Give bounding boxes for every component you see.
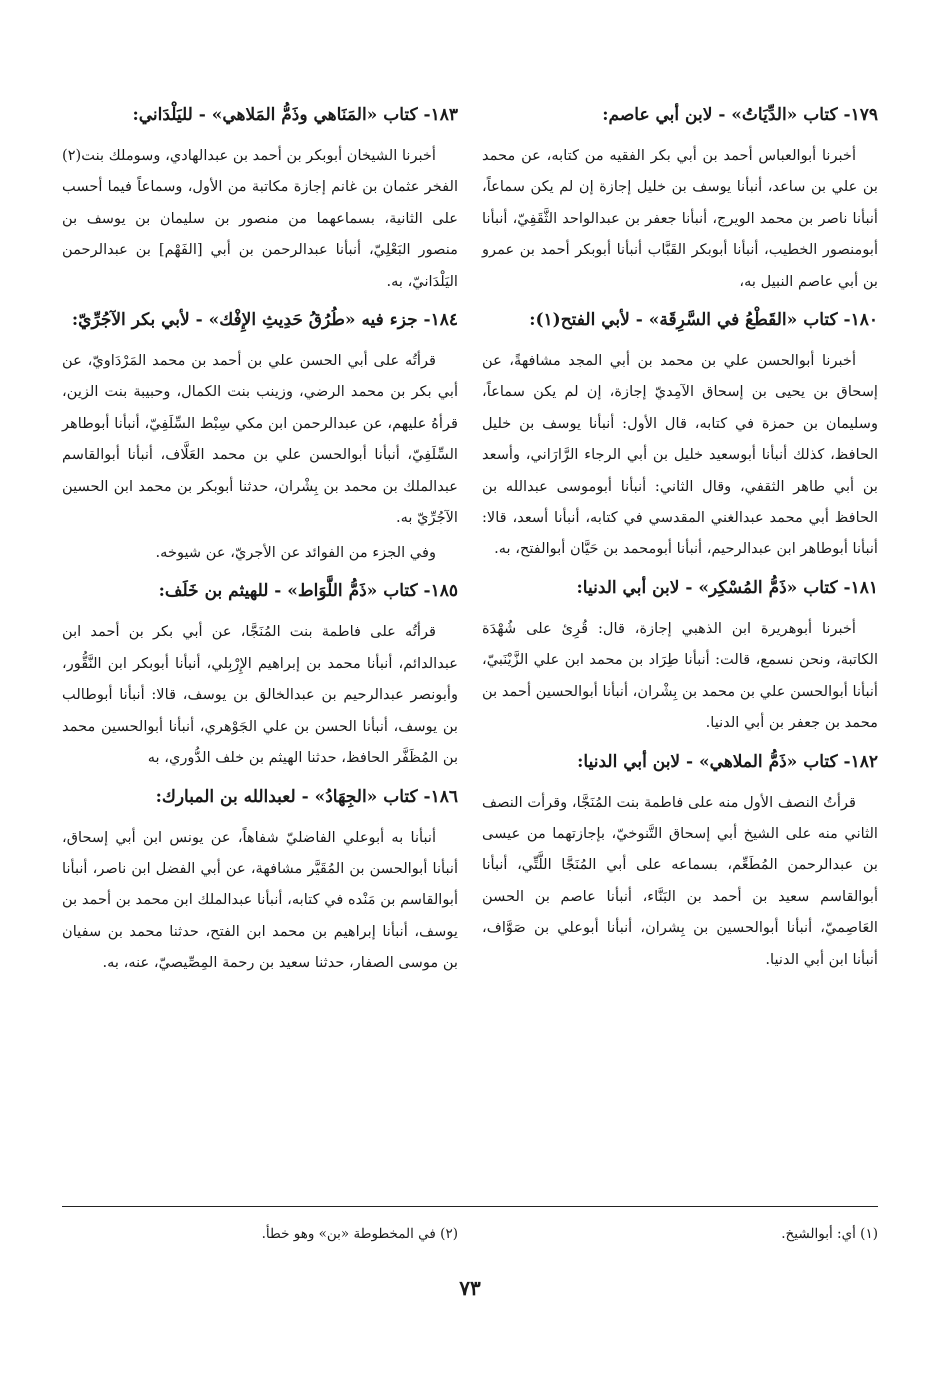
entry-180 (482, 305, 878, 565)
right-column (482, 92, 878, 1202)
footnote-divider (62, 1206, 878, 1207)
entry-body: أخبرنا أبوالحسن علي بن محمد بن أبي المجد مشافهةً، عن إسحاق بن يحيى بن إسحاق الآمِديّ إجازة، إن لم يكن سماعاً، وسليمان بن حمزة في كتابه، قال الأول: أنبأنا يوسف بن خليل الحافظ، كذلك أنبأنا أبوسعيد خليل بن أبي الرجاء الرَّارَاني، وأسعد بن أبي طاهر الثقفي، وقال الثاني: أنبأنا أبوموسى عبدالله بن الحافظ أبي محمد عبدالغني المقدسي في كتابه، أنبأنا أسعد، قالا: أنبأنا أبوطاهر ابن عبدالرحيم، أنبأنا أبومحمد بن حَيَّان أبوالفتح، به. (482, 352, 878, 558)
entry-body: قرأتُ النصف الأول منه على فاطمة بنت المُنَجَّا، وقرأت النصف الثاني منه على الشيخ أبي إسحاق التَّنوخيّ، بإجازتهما من عيسى بن عبدالرحمن المُطَعِّم، بسماعه على أبي المُنَجَّا اللَّتِّي، أنبأنا أبوالقاسم سعيد بن أحمد بن البَنَّاء، أنبأنا عاصم بن الحسن العَاصِميّ، أنبأنا أبوالحسين بن بِشران، أنبأنا أبوعلي بن صَوَّاف، أنبأنا ابن أبي الدنيا. (482, 793, 878, 968)
entry-heading: ١٨٤- جزء فيه «طُرُقُ حَدِيثِ الإِفْك» - لأبي بكر الآجُرِّيّ: (71, 310, 458, 331)
entry-186 (62, 782, 458, 979)
entry-body: أنبأنا به أبوعلي الفاضليّ شفاهاً، عن يونس ابن أبي إسحاق، أنبأنا أبوالحسن بن المُقَيَّر مشافهة، عن أبي الفضل ابن ناصر، أنبأنا أبوالقاسم بن مَنْده في كتابه، أنبأنا عبدالملك ابن محمد بن أحمد بن يوسف، أنبأنا إبراهيم بن محمد ابن الفتح، حدثنا محمد بن سفيان بن موسى الصفار، حدثنا سعيد بن رحمة المِصِّيصيّ، عنه، به. (62, 828, 458, 972)
entry-182 (482, 747, 878, 975)
entry-body: قرأتُه على أبي الحسن علي بن أحمد بن محمد المَرْدَاويّ، عن أبي بكر بن محمد الرضي، وزينب بنت الكمال، وحبيبة بنت الزين، قرأهُ عليهم، عن عبدالرحمن ابن مكي سِبْط السِّلَفِيّ، أنبأنا أبوطاهر السِّلَفِيّ، أنبأنا أبوالحسن علي بن محمد العَلَّاف، أنبأنا أبوالقاسم عبدالملك بن محمد بن بِشْران، حدثنا أبوبكر بن محمد ابن الحسين الآجُرِّيّ به. (62, 352, 458, 527)
entry-body: أخبرنا أبوهريرة ابن الذهبي إجازة، قال: قُرِئ على شُهْدَة الكاتبة، ونحن نسمع، قالت: أنبأنا طِرَاد بن محمد ابن علي الزَّيْنَبيّ، أنبأنا أبوالحسن علي بن محمد بن بِشْران، أنبأنا أبوالحسين أحمد بن محمد بن جعفر بن أبي الدنيا. (482, 619, 878, 732)
entry-heading: ١٨٣- كتاب «المَنَاهي وذَمُّ المَلاهي» - لليَلْدَاني: (132, 105, 458, 125)
two-column-body (62, 92, 878, 1202)
entry-184 (62, 305, 458, 568)
entry-body: أخبرنا الشيخان أبوبكر بن أحمد بن عبدالهادي، وسوملك بنت(٢) الفخر عثمان بن غانم إجازة مكاتبة من الأول، وسماعاً فيما أحسب على الثانية، بسماعهما من منصور بن سليمان بن يوسف بن منصور البَعْلِيّ، أنبأنا عبدالرحمن بن أبي [الفَهْم] بن عبدالرحمن اليَلْدَانيّ، به. (62, 147, 458, 290)
entry-183 (62, 100, 458, 297)
entry-185 (62, 576, 458, 773)
entry-heading: ١٧٩- كتاب «الدِّيَاتُ» - لابن أبي عاصم: (602, 105, 878, 125)
entry-heading: ١٨٢- كتاب «ذَمُّ الملاهي» - لابن أبي الدنيا: (577, 751, 878, 772)
entry-heading: ١٨٠- كتاب «القَطْعُ في السَّرِقَة» - لأبي الفتح(١): (529, 310, 878, 331)
entry-heading: ١٨٦- كتاب «الجِهَادُ» - لعبدالله بن المبارك: (155, 786, 458, 807)
entry-body: أخبرنا أبوالعباس أحمد بن أبي بكر الفقيه من كتابه، عن محمد بن علي بن ساعد، أنبأنا يوسف بن خليل إجازة إن لم يكن سماعاً، أنبأنا ناصر بن محمد الويرج، أنبأنا جعفر بن عبدالواحد الثَّقَفِيّ، أنبأنا أبومنصور الخطيب، أنبأنا أبوبكر القَبَّاب أنبأنا أبوبكر أحمد بن عمرو بن أبي عاصم النبيل به، (482, 147, 878, 290)
entry-179 (482, 100, 878, 297)
footnotes (62, 1226, 878, 1242)
entry-181 (482, 573, 878, 739)
footnote-1: (١) أي: أبوالشيخ. (781, 1226, 878, 1242)
entry-body: قرأتُه على فاطمة بنت المُنَجَّا، عن أبي بكر بن أحمد ابن عبدالدائم، أنبأنا محمد بن إبراهيم الإِرْبِلي، أنبأنا أبوبكر ابن النَّقُّور، وأبونصر عبدالرحيم بن عبدالخالق بن يوسف، قالا: أنبأنا أبوطالب بن يوسف، أنبأنا الحسن بن علي الجَوْهري، أنبأنا أبوالحسين محمد بن المُظَفَّر الحافظ، حدثنا الهيثم بن خلف الدُّوري، به (62, 623, 458, 767)
entry-note: وفي الجزء من الفوائد عن الأجريّ، عن شيوخه. (155, 544, 436, 562)
entry-heading: ١٨١- كتاب «ذَمُّ المُسْكِر» - لابن أبي الدنيا: (576, 577, 878, 598)
page-number: ٧٣ (459, 1276, 481, 1300)
footnote-2: (٢) في المخطوطة «بن» وهو خطأ. (261, 1226, 458, 1242)
left-column (62, 92, 458, 1202)
entry-heading: ١٨٥- كتاب «ذَمُّ اللَّوَاط» - للهيثم بن خَلَف: (158, 581, 458, 602)
